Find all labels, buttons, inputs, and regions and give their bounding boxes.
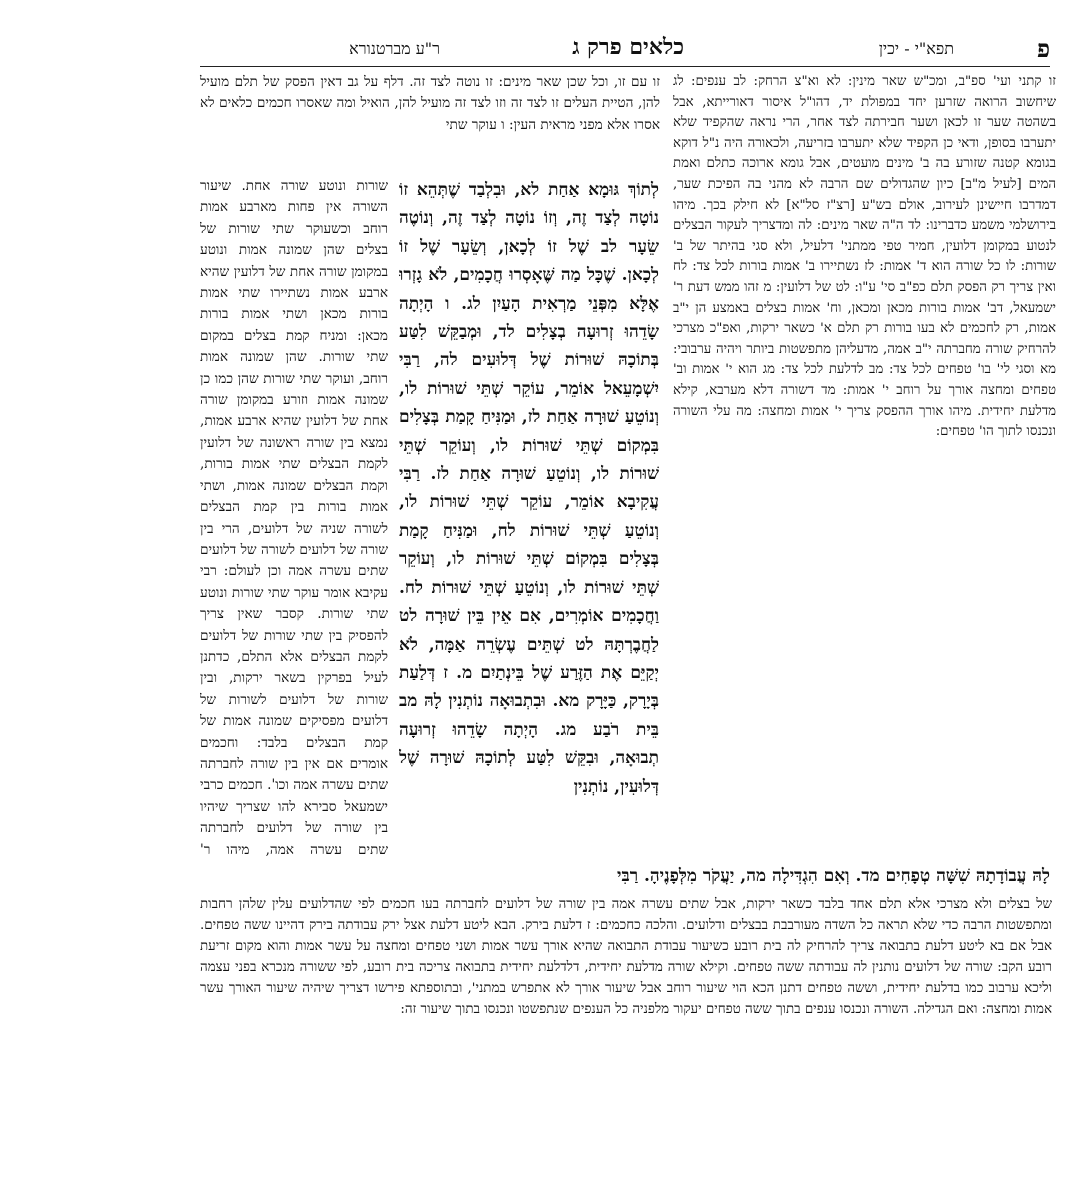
bartenura-bottom-block: של בצלים ולא מצרכי אלא תלם אחד בלבד כשאר ירקות, אבל שתים עשרה אמה בין שורה של דלועים לחברתה בעו חכמים לפי שהדלועים עלין שלהן רחבות ומתפשטות הרבה כדי שלא תראה כל השדה מעורבבת בבצלים ודלועים. והלכה כחכמים: ז דלעת בירק. הבא ליטע דלעת אצל ירק עבודתה בירק דהיינו ששה טפחים. אבל אם בא ליטע דלעת בתבואה צריך להרחיק לה בית רובע כשיעור עבודת התבואה שהיא אורך עשר אמות ושני טפחים ומחצה על עשר אמות והוא מקום זריעת רובע הקב: שורה של דלועים נותנין לה עבודתה ששה טפחים. וקילא שורה מדלעת יחידית, דלדלעת יחידית בתבואה צריכה בית רובע, לפי ששורה מנכרא בפני עצמה וליכא ערבוב כמו בדלעת יחידית, וששה טפחים דתנן הכא הוי שיעור רוחב אבל שיעור אורך לא אתפרש במתני', ובתוספתא פירשו דצריך שיהיה שיעור האורך עשר אמות ומחצה: ואם הגדילה. השורה ונכנסו ענפים בתוך ששה טפחים יעקור מלפניה כל הענפים שנתפשטו ונכנסו בתוך שיעור זה:: [200, 897, 1052, 1017]
commentary-header-bartenura: ר"ע מברטנורא: [349, 39, 440, 58]
header-rule: [200, 66, 1050, 67]
yachin-commentary-column: זו קתני ועי' ספ"ב, ומכ"ש שאר מינין: לא וא"צ הרחק: לב ענפים: לג שיחשוב הרואה שזרען יחד במפולת יד, דהו"ל איסור דאורייתא, אבל בשהטה שער זו לכאן ושער חבירתה לצד אחר, הרי נראה שהקפיד שלא יתערבו בסופן, ודאי כן הקפיד שלא יתערבו בזריעה, ולכאורה היה נ"ל דוקא בגומא קטנה שזורע בה ב' מינים מועטים, אבל גומא ארוכה כתלם ואמת המים [לעיל מ"ב] כיון שהגדולים שם הרבה לא מהני בה הפיכת שער, דמדרבו חיישינן לעירוב, אולם בש"ע [רצ"ז סל"א] לא חילק בכך. מיהו בירושלמי משמע כדברינו: לד ה"ה שאר מינים: לה ומדצריך לעקור הבצלים לנטוע במקומן דלועין, חמיר טפי ממתני' דלעיל, ולא סגי בהיתר של ב' שורות: לו כל שורה הוא ד' אמות: לז נשתיירו ב' אמות בורות לכל צד: לח ואין צריך רק הפסק תלם כפ"ב סי' ע"ו: לט של דלועין: מ זהו ממש דעת ר' ישמעאל, דב' אמות בורות מכאן ומכאן, וח' אמות בצלים באמצע הן י"ב אמות, רק לחכמים לא בעו בורות רק תלם א' כשאר ירקות, ואפ"כ מצרכי להרחיק שורה מחברתה י"ב אמה, מדעליהן מתפשטות ביותר ויהיה ערבובי: מא וסגי לי' בו' טפחים לכל צד: מב לדלעת לכל צד: מג הוא י' אמות וב' טפחים ומחצה אורך על רוחב י' אמות: מד דשורה דלא מערבא, קילא מדלעת יחידית. מיהו אורך ההפסק צריך י' אמות ומחצה: מה עלי השורה ונכנסו לתוך הו' טפחים:: [673, 74, 1056, 440]
mishna-continuation-line: לָהּ עֲבוֹדָתָהּ שִׁשָּׁה טְפָחִים מד. וְאִם הִגְדִּילָה מה, יַעֲקֹר מִלְּפָנֶיהָ. רַבִּי: [617, 866, 1050, 886]
mishna-text-column: לְתוֹךְ גּוּמָא אַחַת לא, וּבִלְבַד שֶׁתְּהֵא זוֹ נוֹטָה לְצַד זֶה, וְזוֹ נוֹטָה לְצַד זֶה, וְנוֹטֶה שֵׂעָר לב שֶׁל זוֹ לְכָאן, וְשֵׂעָר שֶׁל זוֹ לְכָאן. שֶׁכָּל מַה שֶּׁאָסְרוּ חֲכָמִים, לֹא גָזְרוּ אֶלָּא מִפְּנֵי מַרְאִית הָעַיִן לג. ו הָיְתָה שָׂדֵהוּ זְרוּעָה בְצָלִים לד, וּמְבַקֵּשׁ לִטַּע בְּתוֹכָהּ שׁוּרוֹת שֶׁל דְּלוּעִים לה, רַבִּי יִשְׁמָעֵאל אוֹמֵר, עוֹקֵר שְׁתֵּי שׁוּרוֹת לו, וְנוֹטֵעַ שׁוּרָה אַחַת לז, וּמַנִּיחַ קָמַת בְּצָלִים בִּמְקוֹם שְׁתֵּי שׁוּרוֹת לו, וְעוֹקֵר שְׁתֵּי שׁוּרוֹת לו, וְנוֹטֵעַ שׁוּרָה אַחַת לז. רַבִּי עֲקִיבָא אוֹמֵר, עוֹקֵר שְׁתֵּי שׁוּרוֹת לו, וְנוֹטֵעַ שְׁתֵּי שׁוּרוֹת לח, וּמַנִּיחַ קָמַת בְּצָלִים בִּמְקוֹם שְׁתֵּי שׁוּרוֹת לו, וְעוֹקֵר שְׁתֵּי שׁוּרוֹת לו, וְנוֹטֵעַ שְׁתֵּי שׁוּרוֹת לח. וַחֲכָמִים אוֹמְרִים, אִם אֵין בֵּין שׁוּרָה לט לַחֲבֶרְתָּהּ לט שְׁתֵּים עֶשְׂרֵה אַמָּה, לֹא יְקַיֵּם אֶת הַזֶּרַע שֶׁל בֵּינְתַיִם מ. ז דְּלַעַת בְּיָרָק, כַּיָּרָק מא. וּבִתְבוּאָה נוֹתְנִין לָהּ מב בֵּית רֹבַע מג. הָיְתָה שָׂדֵהוּ זְרוּעָה תְבוּאָה, וּבִקֵּשׁ לִטַּע לְתוֹכָהּ שׁוּרָה שֶׁל דְּלוּעִין, נוֹתְנִין: [399, 180, 659, 797]
tractate-title: כלאים פרק ג: [572, 34, 684, 60]
commentary-header-yachin: תפא"י - יכין: [878, 39, 954, 58]
bartenura-commentary-column: שורות ונוטע שורה אחת. שיעור השורה אין פחות מארבע אמות רוחב וכשעוקר שתי שורות של בצלים שהן שמונה אמות ונוטע במקומן שורה אחת של דלועין שהיא ארבע אמות נשתיירו שתי אמות בורות מכאן ושתי אמות בורות מכאן: ומניח קמת בצלים במקום שתי שורות. שהן שמונה אמות רוחב, ועוקר שתי שורות שהן כמו כן שמונה אמות וזורע במקומן שורה אחת של דלועין שהיא ארבע אמות, נמצא בין שורה ראשונה של דלועין לקמת הבצלים שתי אמות בורות, וקמת הבצלים שמונה אמות, ושתי אמות בורות בין קמת הבצלים לשורה שניה של דלועים, הרי בין שורה של דלועים לשורה של דלועים שתים עשרה אמה וכן לעולם: רבי עקיבא אומר עוקר שתי שורות ונוטע שתי שורות. קסבר שאין צריך להפסיק בין שתי שורות של דלועים לקמת הבצלים אלא התלם, כדתנן לעיל בפרקין בשאר ירקות, ובין שורות של דלועים לשורות של דלועים מפסיקים שמונה אמות של קמת הבצלים בלבד: וחכמים אומרים אם אין בין שורה לחברתה שתים עשרה אמה וכו'. חכמים כרבי ישמעאל סבירא להו שצריך שיהיו בין שורה של דלועים לחברתה שתים עשרה אמה, מיהו ר': [200, 178, 388, 856]
bartenura-top-block: זו עם זו, וכל שכן שאר מינים: זו נוטה לצד זה. דלף על גב דאין הפסק של תלם מועיל להן, הטיית העלים זו לצד זה וזו לצד זה מועיל להן, הואיל ומה שאסרו חכמים כלאים לא אסרו אלא מפני מראית העין: ו עוקר שתי: [200, 74, 660, 133]
page-number: פ: [1036, 34, 1050, 63]
page-header: [200, 34, 1050, 64]
